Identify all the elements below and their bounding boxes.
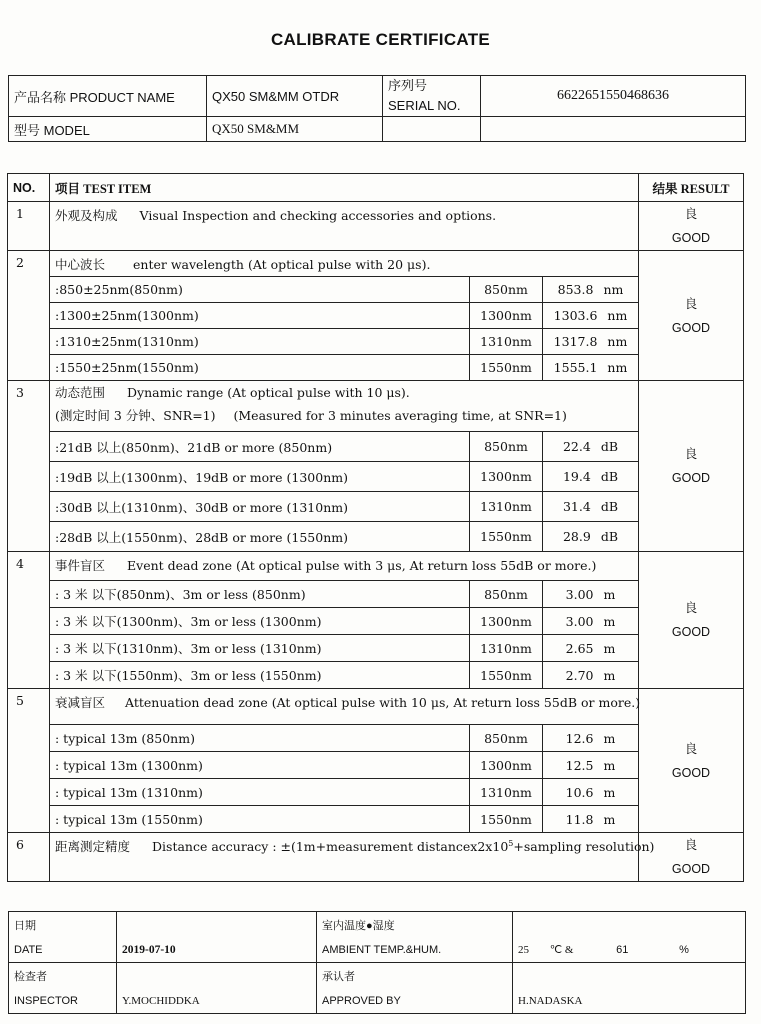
table-row: [8, 806, 744, 833]
measured-cell: [543, 277, 639, 303]
section-1-cn: 外观及构成: [55, 208, 118, 223]
spec-cell: :1300±25nm(1300nm): [50, 303, 470, 329]
measured-cell: [543, 779, 639, 806]
measured-cell: [543, 806, 639, 833]
wavelength-cell: 850nm: [470, 432, 543, 462]
section-2-cn: 中心波长: [55, 257, 106, 272]
measured-value: 28.9: [562, 529, 591, 544]
section-2-en: enter wavelength (At optical pulse with 20 μs).: [133, 257, 431, 272]
wavelength-cell: 1300nm: [470, 462, 543, 492]
serial-label-en: SERIAL NO.: [388, 98, 461, 113]
measured-unit: dB: [600, 499, 619, 514]
section-3-title: [50, 381, 639, 432]
section-5-en: Attenuation dead zone (At optical pulse with 10 μs, At return loss 55dB or more.): [125, 695, 641, 710]
spec-cell: :19dB 以上(1300nm)、19dB or more (1300nm): [50, 462, 470, 492]
model-value: QX50 SM&MM: [207, 117, 383, 142]
table-row: [8, 608, 744, 635]
measured-cell: [543, 522, 639, 552]
section-1-result-cn: 良: [684, 206, 698, 221]
measured-unit: nm: [607, 360, 628, 375]
humidity-unit: %: [679, 944, 689, 956]
section-1-result: [639, 202, 744, 251]
section-1-en: Visual Inspection and checking accessories and options.: [139, 208, 497, 223]
table-row: [8, 635, 744, 662]
wavelength-cell: 1550nm: [470, 806, 543, 833]
test-results-table: [7, 173, 744, 882]
section-5-result: [639, 689, 744, 833]
model-empty-2: [481, 117, 746, 142]
measured-value: 19.4: [562, 469, 591, 484]
wavelength-cell: 1310nm: [470, 329, 543, 355]
temp-unit: ℃ &: [549, 944, 574, 956]
measured-unit: dB: [600, 529, 619, 544]
section-6-en: [152, 839, 654, 854]
measured-value: 2.65: [565, 640, 594, 656]
section-3-no: 3: [8, 381, 50, 552]
ambient-value: [513, 937, 746, 963]
table-row: [8, 432, 744, 462]
wavelength-cell: 850nm: [470, 277, 543, 303]
table-row: [8, 779, 744, 806]
humidity-value: 61: [616, 944, 629, 956]
wavelength-cell: 1550nm: [470, 662, 543, 689]
measured-cell: [543, 355, 639, 381]
ambient-label-cn: 室内温度●湿度: [317, 912, 513, 938]
measured-cell: [543, 725, 639, 752]
ambient-empty: [513, 912, 746, 938]
section-5-title: [50, 689, 639, 725]
model-label: 型号 MODEL: [9, 117, 207, 142]
section-5-no: 5: [8, 689, 50, 833]
measured-unit: m: [603, 640, 616, 656]
spec-cell: : 3 米 以下(1550nm)、3m or less (1550nm): [50, 662, 470, 689]
measured-value: 1555.1: [553, 360, 598, 375]
inspector-value: Y.MOCHIDDKA: [117, 988, 317, 1014]
measured-value: 31.4: [562, 499, 591, 514]
measured-cell: [543, 492, 639, 522]
table-row: [8, 662, 744, 689]
section-1-no: 1: [8, 202, 50, 251]
section-4-no: 4: [8, 552, 50, 689]
measured-cell: [543, 635, 639, 662]
section-2-result-en: GOOD: [671, 320, 711, 335]
date-empty: [117, 912, 317, 938]
measured-value: 2.70: [565, 667, 594, 683]
header-item-cn: 项目: [55, 181, 84, 196]
measured-value: 3.00: [565, 613, 594, 629]
measured-value: 12.6: [565, 730, 594, 746]
spec-cell: :30dB 以上(1310nm)、30dB or more (1310nm): [50, 492, 470, 522]
serial-label-cn: 序列号: [388, 78, 428, 93]
measured-unit: dB: [600, 469, 619, 484]
section-4-result-cn: 良: [684, 600, 698, 615]
wavelength-cell: 1310nm: [470, 635, 543, 662]
section-3-en: Dynamic range (At optical pulse with 10 μs).: [127, 385, 410, 400]
inspector-label-cn: 检查者: [9, 963, 117, 989]
spec-cell: : 3 米 以下(1310nm)、3m or less (1310nm): [50, 635, 470, 662]
measured-unit: m: [603, 811, 616, 827]
measured-value: 10.6: [565, 784, 594, 800]
temp-value: 25: [518, 944, 529, 956]
measured-value: 1303.6: [553, 308, 598, 323]
approved-label-cn: 承认者: [317, 963, 513, 989]
wavelength-cell: 1300nm: [470, 752, 543, 779]
section-5-result-en: GOOD: [671, 765, 711, 780]
table-row: [8, 492, 744, 522]
measured-cell: [543, 752, 639, 779]
measured-cell: [543, 581, 639, 608]
product-name-label: 产品名称 PRODUCT NAME: [9, 76, 207, 117]
ambient-label-en: AMBIENT TEMP.&HUM.: [317, 937, 513, 963]
wavelength-cell: 1300nm: [470, 303, 543, 329]
section-1-title: [50, 202, 639, 251]
section-6-en-pre: Distance accuracy : ±(1m+measurement distancex2x10: [152, 839, 509, 854]
approved-label-en: APPROVED BY: [317, 988, 513, 1014]
section-6-en-post: +sampling resolution): [513, 839, 655, 854]
inspector-label-en: INSPECTOR: [9, 988, 117, 1014]
measured-unit: nm: [607, 308, 628, 323]
spec-cell: : typical 13m (1550nm): [50, 806, 470, 833]
wavelength-cell: 1310nm: [470, 779, 543, 806]
measured-unit: nm: [603, 282, 624, 297]
section-5-result-cn: 良: [684, 740, 698, 756]
header-result-en: RESULT: [680, 181, 730, 196]
spec-cell: : 3 米 以下(1300nm)、3m or less (1300nm): [50, 608, 470, 635]
model-empty-1: [383, 117, 481, 142]
approved-empty: [513, 963, 746, 989]
spec-cell: : typical 13m (850nm): [50, 725, 470, 752]
date-label-cn: 日期: [9, 912, 117, 938]
measured-unit: m: [603, 757, 616, 773]
wavelength-cell: 1300nm: [470, 608, 543, 635]
table-row: [8, 355, 744, 381]
measured-unit: m: [603, 613, 616, 629]
section-3-result-en: GOOD: [671, 471, 711, 485]
table-row: [8, 277, 744, 303]
section-3-line2-en: (Measured for 3 minutes averaging time, at SNR=1): [233, 408, 567, 423]
section-6-cn: 距离测定精度: [55, 839, 131, 854]
section-3-result-cn: 良: [684, 446, 698, 461]
measured-value: 853.8: [557, 282, 594, 297]
table-row: [8, 303, 744, 329]
measured-unit: m: [603, 730, 616, 746]
header-no: NO.: [8, 174, 50, 202]
measured-unit: nm: [607, 334, 628, 349]
measured-value: 11.8: [565, 811, 594, 827]
inspector-empty: [117, 963, 317, 989]
signature-table: [8, 911, 746, 1014]
section-3-cn: 动态范围: [55, 385, 106, 400]
measured-value: 22.4: [562, 439, 591, 454]
measured-value: 3.00: [565, 586, 594, 602]
section-5-cn: 衰减盲区: [55, 695, 106, 710]
approved-value: H.NADASKA: [513, 988, 746, 1014]
header-result-cn: 结果: [652, 181, 681, 196]
date-value: 2019-07-10: [117, 937, 317, 963]
table-row: [8, 329, 744, 355]
spec-cell: : typical 13m (1300nm): [50, 752, 470, 779]
section-6-result-en: GOOD: [671, 862, 711, 876]
table-row: [8, 752, 744, 779]
section-3-line1: [55, 381, 633, 404]
section-4-cn: 事件盲区: [55, 558, 106, 573]
certificate-title: CALIBRATE CERTIFICATE: [270, 30, 491, 49]
table-row: [8, 522, 744, 552]
measured-value: 12.5: [565, 757, 594, 773]
spec-cell: : 3 米 以下(850nm)、3m or less (850nm): [50, 581, 470, 608]
spec-cell: :1550±25nm(1550nm): [50, 355, 470, 381]
section-3-result: [639, 381, 744, 552]
serial-label: [383, 76, 481, 117]
table-row: [8, 462, 744, 492]
section-6-no: 6: [8, 833, 50, 882]
wavelength-cell: 1550nm: [470, 355, 543, 381]
measured-value: 1317.8: [553, 334, 598, 349]
table-row: [8, 725, 744, 752]
wavelength-cell: 1310nm: [470, 492, 543, 522]
wavelength-cell: 850nm: [470, 581, 543, 608]
section-4-title: [50, 552, 639, 581]
wavelength-cell: 1550nm: [470, 522, 543, 552]
section-4-result-en: GOOD: [671, 625, 711, 639]
wavelength-cell: 850nm: [470, 725, 543, 752]
section-2-no: 2: [8, 251, 50, 381]
measured-cell: [543, 662, 639, 689]
spec-cell: :21dB 以上(850nm)、21dB or more (850nm): [50, 432, 470, 462]
measured-cell: [543, 303, 639, 329]
header-item-en: TEST ITEM: [83, 181, 152, 196]
spec-cell: : typical 13m (1310nm): [50, 779, 470, 806]
section-4-en: Event dead zone (At optical pulse with 3 μs, At return loss 55dB or more.): [127, 558, 597, 573]
measured-cell: [543, 462, 639, 492]
spec-cell: :850±25nm(850nm): [50, 277, 470, 303]
date-label-en: DATE: [9, 937, 117, 963]
measured-unit: m: [603, 784, 616, 800]
measured-unit: m: [603, 667, 616, 683]
spec-cell: :1310±25nm(1310nm): [50, 329, 470, 355]
header-result: [639, 174, 744, 202]
section-3-line2: [55, 404, 633, 427]
section-2-result-cn: 良: [684, 295, 698, 311]
measured-cell: [543, 329, 639, 355]
header-test-item: [50, 174, 639, 202]
section-3-line2-cn: (测定时间 3 分钟、SNR=1): [55, 408, 216, 423]
section-4-result: [639, 552, 744, 689]
product-info-table: [8, 75, 746, 142]
section-6-result-cn: 良: [684, 837, 698, 852]
serial-value: 6622651550468636: [481, 76, 746, 117]
section-2-title: [50, 251, 639, 277]
measured-cell: [543, 608, 639, 635]
section-1-result-en: GOOD: [671, 231, 711, 245]
section-2-result: [639, 251, 744, 381]
measured-unit: m: [603, 586, 616, 602]
section-6-title: [50, 833, 655, 882]
product-name-value: QX50 SM&MM OTDR: [207, 76, 383, 117]
table-row: [8, 581, 744, 608]
section-6-en-sup: 5: [508, 838, 514, 848]
measured-unit: dB: [600, 439, 619, 454]
measured-cell: [543, 432, 639, 462]
spec-cell: :28dB 以上(1550nm)、28dB or more (1550nm): [50, 522, 470, 552]
